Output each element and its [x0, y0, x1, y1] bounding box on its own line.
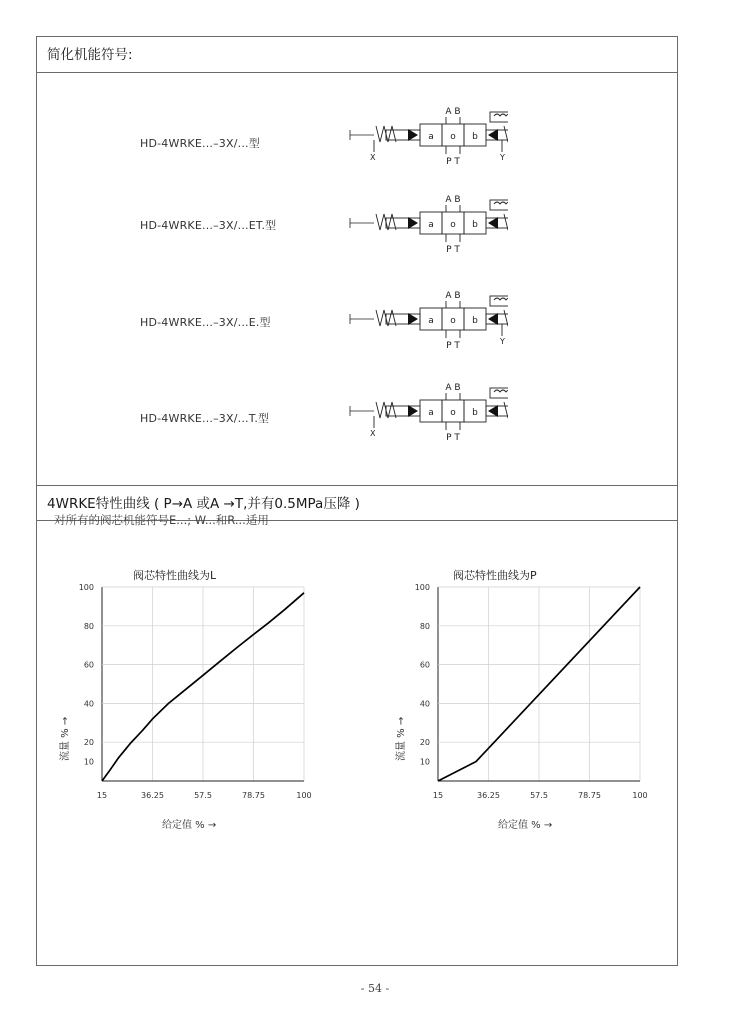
model-label-4: HD-4WRKE...–3X/...T.型 — [140, 412, 270, 425]
pilot-arrow-left-icon — [408, 217, 418, 229]
coil-box — [490, 388, 508, 398]
valve-position-label: o — [450, 132, 456, 142]
valve-position-label: a — [428, 132, 434, 142]
model-label-2: HD-4WRKE...–3X/...ET.型 — [140, 219, 277, 232]
pilot-arrow-right-icon — [488, 313, 498, 325]
valve-position-label: b — [472, 132, 478, 142]
top-ports-label: A B — [445, 195, 461, 205]
valve-symbol-2 — [348, 190, 508, 270]
valve-position-label: o — [450, 316, 456, 326]
coil-box — [490, 112, 508, 122]
section-header-curves: 4WRKE特性曲线 ( P→A 或A →T,并有0.5MPa压降 ) — [37, 485, 677, 521]
y-tick-label: 20 — [419, 738, 430, 748]
model-label-1: HD-4WRKE...–3X/...型 — [140, 137, 260, 150]
pilot-arrow-right-icon — [488, 129, 498, 141]
y-tick-label: 10 — [83, 757, 94, 767]
valve-position-label: a — [428, 316, 434, 326]
top-ports-label: A B — [445, 107, 461, 117]
x-tick-label: 57.5 — [194, 791, 212, 800]
valve-position-label: b — [472, 408, 478, 418]
coil-icon — [494, 202, 508, 204]
x-tick-label: 15 — [96, 791, 108, 800]
port-y-label: Y — [500, 337, 505, 346]
y-tick-label: 60 — [83, 660, 94, 670]
y-tick-label: 80 — [419, 621, 430, 631]
y-tick-label: 60 — [419, 660, 430, 670]
coil-icon — [494, 114, 508, 116]
y-axis-label: 流量 % → — [396, 716, 407, 761]
pilot-arrow-right-icon — [488, 405, 498, 417]
port-y-label: Y — [500, 153, 505, 162]
coil-icon — [494, 390, 508, 392]
x-tick-label: 78.75 — [242, 791, 265, 800]
x-tick-label: 36.25 — [477, 791, 500, 800]
valve-symbol-1 — [348, 102, 508, 182]
x-tick-label: 57.5 — [530, 791, 548, 800]
x-tick-label: 100 — [632, 791, 648, 800]
x-axis-label: 给定值 % → — [162, 820, 217, 831]
valve-symbol-3 — [348, 286, 508, 366]
bottom-ports-label: P T — [446, 433, 460, 443]
pilot-arrow-left-icon — [408, 313, 418, 325]
section-header-symbols: 简化机能符号: — [37, 37, 677, 73]
applicability-note: 对所有的阀芯机能符号E...; W...和R...适用 — [54, 513, 269, 527]
bottom-ports-label: P T — [446, 157, 460, 167]
top-ports-label: A B — [445, 291, 461, 301]
x-axis-label: 给定值 % → — [498, 820, 553, 831]
valve-position-label: a — [428, 220, 434, 230]
x-tick-label: 36.25 — [141, 791, 164, 800]
chart-characteristic-l — [50, 555, 330, 855]
x-tick-label: 100 — [296, 791, 312, 800]
x-tick-label: 15 — [432, 791, 444, 800]
coil-box — [490, 200, 508, 210]
valve-position-label: b — [472, 316, 478, 326]
port-x-label: X — [370, 153, 376, 162]
y-tick-label: 100 — [78, 583, 94, 592]
y-tick-label: 100 — [414, 583, 430, 592]
valve-position-label: a — [428, 408, 434, 418]
valve-position-label: o — [450, 220, 456, 230]
chart-title-p: 阀芯特性曲线为P — [453, 569, 537, 582]
valve-position-label: o — [450, 408, 456, 418]
top-ports-label: A B — [445, 383, 461, 393]
page-number: - 54 - — [360, 982, 390, 995]
chart-characteristic-p — [386, 555, 666, 855]
valve-position-label: b — [472, 220, 478, 230]
y-tick-label: 10 — [419, 757, 430, 767]
chart-title-l: 阀芯特性曲线为L — [133, 569, 217, 582]
y-tick-label: 80 — [83, 621, 94, 631]
bottom-ports-label: P T — [446, 341, 460, 351]
coil-box — [490, 296, 508, 306]
x-tick-label: 78.75 — [578, 791, 601, 800]
y-axis-label: 流量 % → — [60, 716, 71, 761]
pilot-arrow-left-icon — [408, 129, 418, 141]
coil-icon — [494, 298, 508, 300]
pilot-arrow-right-icon — [488, 217, 498, 229]
port-x-label: X — [370, 429, 376, 438]
pilot-arrow-left-icon — [408, 405, 418, 417]
y-tick-label: 40 — [419, 699, 430, 709]
model-label-3: HD-4WRKE...–3X/...E.型 — [140, 316, 271, 329]
valve-symbol-4 — [348, 378, 508, 458]
y-tick-label: 40 — [83, 699, 94, 709]
bottom-ports-label: P T — [446, 245, 460, 255]
y-tick-label: 20 — [83, 738, 94, 748]
